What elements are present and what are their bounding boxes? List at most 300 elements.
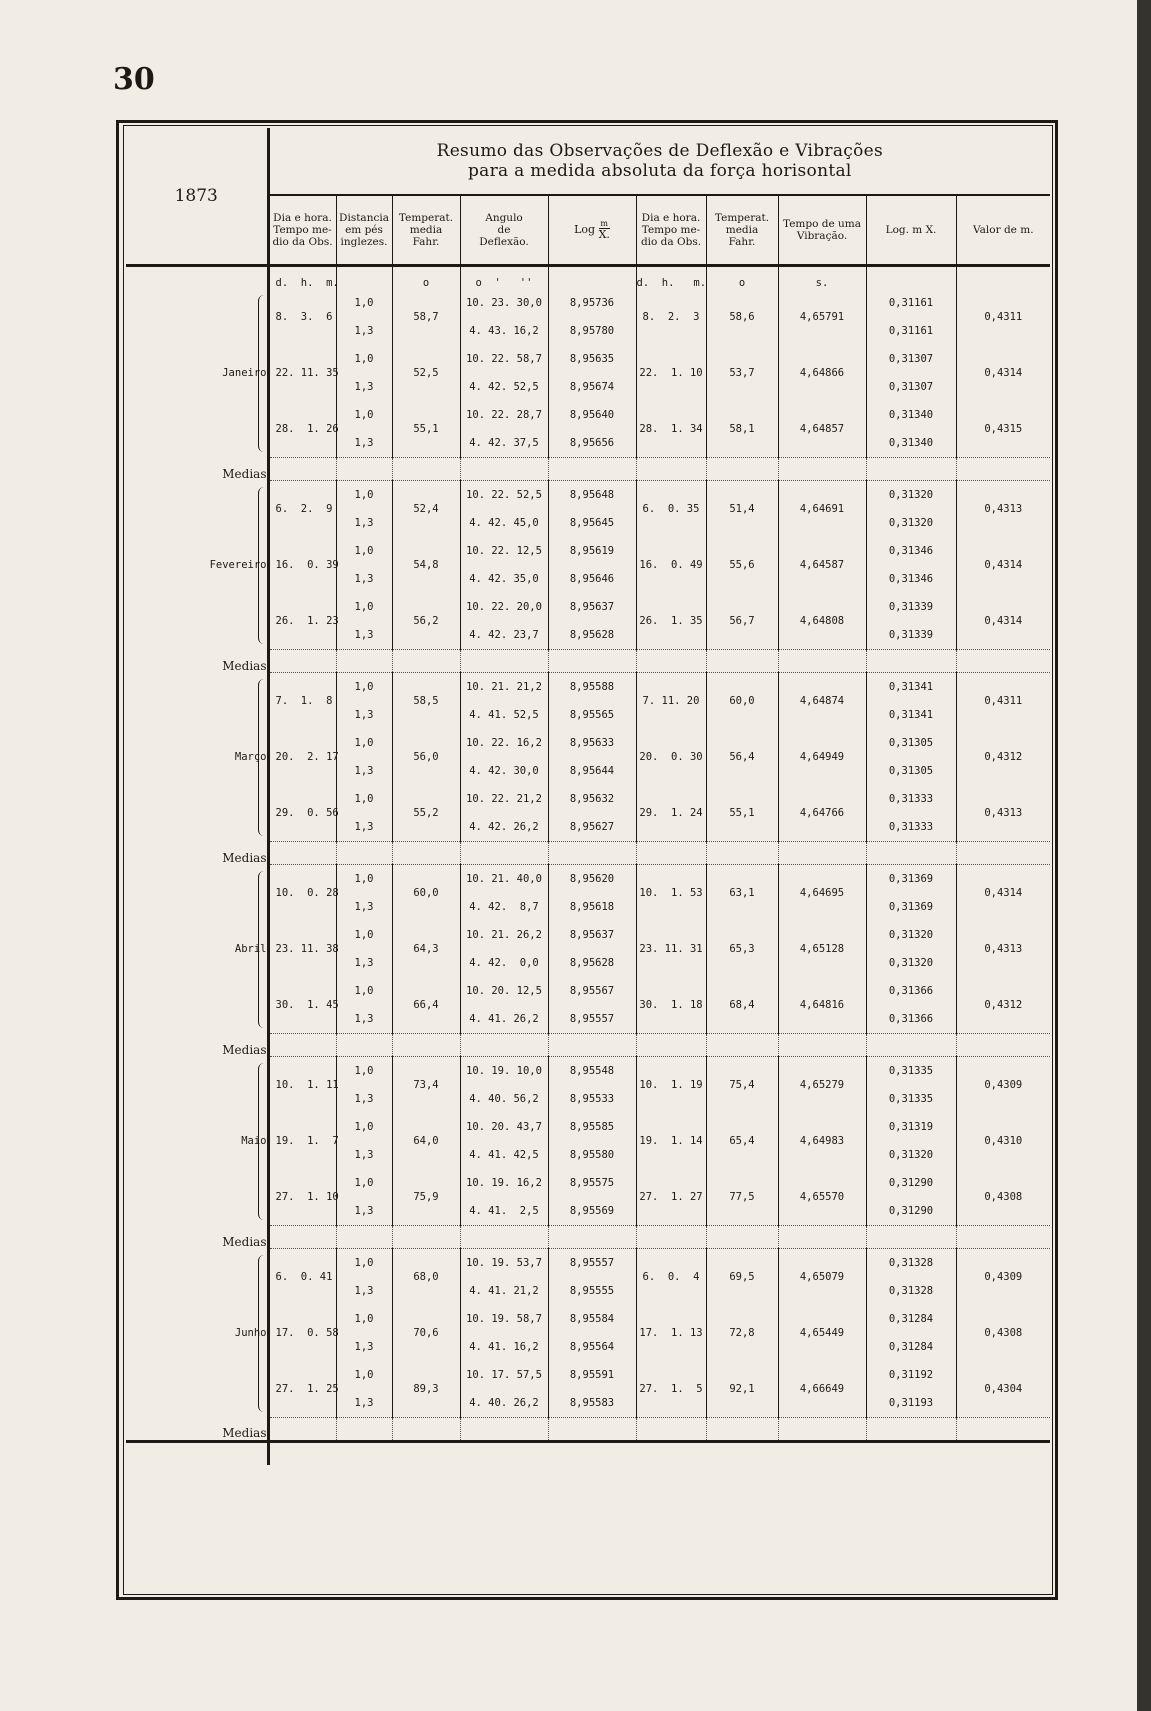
header-angulo-line-3: Deflexão. xyxy=(479,236,529,248)
log-m-x-value: 0,31193 xyxy=(866,1389,956,1418)
log-m-x-value: 0,31339 xyxy=(866,621,956,650)
month-label-abril xyxy=(126,865,268,1034)
header-log-mx xyxy=(866,195,956,266)
obs-angle: 4. 40. 26,2 xyxy=(460,1389,548,1418)
vib-period: 4,64695 xyxy=(778,865,866,922)
obs-date: 6. 0. 41 xyxy=(268,1249,336,1306)
medias-cell xyxy=(392,650,460,673)
obs-date: 26. 1. 23 xyxy=(268,593,336,650)
header-angulo xyxy=(460,195,548,266)
month-label-maio xyxy=(126,1057,268,1226)
medias-cell xyxy=(268,1418,336,1442)
medias-cell xyxy=(956,1226,1050,1249)
medias-cell xyxy=(866,1226,956,1249)
obs-angle: 4. 41. 42,5 xyxy=(460,1141,548,1169)
obs-angle: 10. 21. 21,2 xyxy=(460,673,548,702)
log-m-x-value: 0,31284 xyxy=(866,1333,956,1361)
obs-angle: 10. 19. 10,0 xyxy=(460,1057,548,1086)
obs-angle: 4. 41. 21,2 xyxy=(460,1277,548,1305)
vib-period: 4,64866 xyxy=(778,345,866,401)
obs-distance: 1,3 xyxy=(336,509,392,537)
medias-cell xyxy=(336,458,392,481)
medias-cell xyxy=(268,458,336,481)
log-m-x-value: 0,31307 xyxy=(866,373,956,401)
medias-row xyxy=(126,1034,1050,1057)
medias-cell xyxy=(956,650,1050,673)
obs-distance: 1,0 xyxy=(336,401,392,429)
table-row xyxy=(126,481,1050,510)
medias-label: Medias xyxy=(126,1034,268,1057)
obs-distance: 1,0 xyxy=(336,1169,392,1197)
header-log-mx-line-1: Log. m X. xyxy=(885,224,937,236)
obs-distance: 1,3 xyxy=(336,1005,392,1034)
log-m-x-value: 0,31333 xyxy=(866,813,956,842)
vib-period: 4,65791 xyxy=(778,289,866,345)
log-m-x-value: 0,31341 xyxy=(866,673,956,702)
obs-angle: 4. 42. 23,7 xyxy=(460,621,548,650)
log-m-x-value: 0,31161 xyxy=(866,289,956,317)
medias-cell xyxy=(778,650,866,673)
vib-period: 4,64874 xyxy=(778,673,866,730)
log-m-x-value: 0,31328 xyxy=(866,1277,956,1305)
obs-log-m-x: 8,95644 xyxy=(548,757,636,785)
obs-log-m-x: 8,95633 xyxy=(548,729,636,757)
medias-row xyxy=(126,458,1050,481)
units-log xyxy=(548,266,636,290)
log-m-x-value: 0,31335 xyxy=(866,1057,956,1086)
obs-temperature: 68,0 xyxy=(392,1249,460,1306)
vib-period: 4,65449 xyxy=(778,1305,866,1361)
medias-cell xyxy=(778,1226,866,1249)
medias-cell xyxy=(866,1034,956,1057)
header-temperat-2 xyxy=(706,195,778,266)
month-name: Fevereiro xyxy=(209,559,267,571)
obs-distance: 1,0 xyxy=(336,865,392,894)
valor-m: 0,4314 xyxy=(956,537,1050,593)
vib-temperature: 77,5 xyxy=(706,1169,778,1226)
medias-label: Medias xyxy=(126,1226,268,1249)
vib-date: 10. 1. 53 xyxy=(636,865,706,922)
vib-temperature: 65,4 xyxy=(706,1113,778,1169)
obs-log-m-x: 8,95533 xyxy=(548,1085,636,1113)
log-m-x-value: 0,31320 xyxy=(866,921,956,949)
medias-cell xyxy=(268,650,336,673)
obs-date: 30. 1. 45 xyxy=(268,977,336,1034)
vib-date: 19. 1. 14 xyxy=(636,1113,706,1169)
medias-cell xyxy=(636,1418,706,1442)
medias-cell xyxy=(548,458,636,481)
obs-distance: 1,0 xyxy=(336,1249,392,1278)
obs-temperature: 56,2 xyxy=(392,593,460,650)
medias-cell xyxy=(336,842,392,865)
header-tempo-vibracao xyxy=(778,195,866,266)
log-m-x-value: 0,31192 xyxy=(866,1361,956,1389)
vib-period: 4,64691 xyxy=(778,481,866,538)
obs-distance: 1,0 xyxy=(336,729,392,757)
medias-cell xyxy=(392,1226,460,1249)
medias-cell xyxy=(706,650,778,673)
units-dia-hora-2: d. h. m. xyxy=(636,266,706,290)
month-name: Abril xyxy=(234,943,267,955)
obs-date: 29. 0. 56 xyxy=(268,785,336,842)
obs-log-m-x: 8,95637 xyxy=(548,593,636,621)
obs-angle: 4. 42. 37,5 xyxy=(460,429,548,458)
obs-temperature: 60,0 xyxy=(392,865,460,922)
obs-angle: 10. 19. 53,7 xyxy=(460,1249,548,1278)
vib-temperature: 92,1 xyxy=(706,1361,778,1418)
table-title xyxy=(268,128,1050,195)
vib-date: 17. 1. 13 xyxy=(636,1305,706,1361)
vib-temperature: 65,3 xyxy=(706,921,778,977)
month-label-junho xyxy=(126,1249,268,1418)
obs-angle: 10. 22. 12,5 xyxy=(460,537,548,565)
header-distancia-line-2: em pés xyxy=(345,224,383,236)
obs-log-m-x: 8,95583 xyxy=(548,1389,636,1418)
obs-distance: 1,0 xyxy=(336,537,392,565)
vib-temperature: 60,0 xyxy=(706,673,778,730)
obs-distance: 1,3 xyxy=(336,893,392,921)
obs-log-m-x: 8,95619 xyxy=(548,537,636,565)
units-temperat-2: o xyxy=(706,266,778,290)
units-valor-m xyxy=(956,266,1050,290)
medias-cell xyxy=(636,842,706,865)
obs-distance: 1,3 xyxy=(336,701,392,729)
medias-cell xyxy=(460,650,548,673)
valor-m: 0,4313 xyxy=(956,785,1050,842)
year-label: 1873 xyxy=(126,128,268,266)
medias-cell xyxy=(548,650,636,673)
medias-cell xyxy=(778,842,866,865)
obs-distance: 1,0 xyxy=(336,977,392,1005)
header-dia-hora-1-line-2: Tempo me- xyxy=(273,224,332,236)
medias-row xyxy=(126,650,1050,673)
obs-distance: 1,3 xyxy=(336,1277,392,1305)
obs-temperature: 75,9 xyxy=(392,1169,460,1226)
medias-cell xyxy=(392,1034,460,1057)
obs-temperature: 56,0 xyxy=(392,729,460,785)
obs-angle: 4. 42. 8,7 xyxy=(460,893,548,921)
obs-distance: 1,3 xyxy=(336,621,392,650)
obs-distance: 1,3 xyxy=(336,1141,392,1169)
valor-m: 0,4314 xyxy=(956,593,1050,650)
medias-cell xyxy=(392,842,460,865)
vib-temperature: 69,5 xyxy=(706,1249,778,1306)
vib-temperature: 51,4 xyxy=(706,481,778,538)
vib-date: 22. 1. 10 xyxy=(636,345,706,401)
log-m-x-value: 0,31366 xyxy=(866,1005,956,1034)
medias-cell xyxy=(336,1034,392,1057)
obs-date: 16. 0. 39 xyxy=(268,537,336,593)
header-dia-hora-2-line-1: Dia e hora. xyxy=(641,212,701,224)
obs-log-m-x: 8,95567 xyxy=(548,977,636,1005)
log-m-x-value: 0,31290 xyxy=(866,1197,956,1226)
header-valor-m xyxy=(956,195,1050,266)
obs-date: 23. 11. 38 xyxy=(268,921,336,977)
obs-log-m-x: 8,95736 xyxy=(548,289,636,317)
valor-m: 0,4313 xyxy=(956,481,1050,538)
medias-cell xyxy=(460,458,548,481)
book-edge xyxy=(1137,0,1151,1711)
header-tempo-vibracao-line-2: Vibração. xyxy=(796,230,848,242)
obs-distance: 1,0 xyxy=(336,1305,392,1333)
header-angulo-line-1: Angulo xyxy=(485,212,523,224)
medias-cell xyxy=(866,458,956,481)
obs-angle: 4. 42. 45,0 xyxy=(460,509,548,537)
header-distancia xyxy=(336,195,392,266)
log-m-x-value: 0,31369 xyxy=(866,865,956,894)
header-temperat-1 xyxy=(392,195,460,266)
obs-temperature: 73,4 xyxy=(392,1057,460,1114)
obs-temperature: 58,5 xyxy=(392,673,460,730)
obs-log-m-x: 8,95555 xyxy=(548,1277,636,1305)
vib-period: 4,64808 xyxy=(778,593,866,650)
header-dia-hora-1-line-1: Dia e hora. xyxy=(273,212,332,224)
medias-label: Medias xyxy=(126,458,268,481)
obs-log-m-x: 8,95620 xyxy=(548,865,636,894)
obs-angle: 4. 41. 2,5 xyxy=(460,1197,548,1226)
vib-temperature: 75,4 xyxy=(706,1057,778,1114)
units-distancia xyxy=(336,266,392,290)
obs-date: 10. 0. 28 xyxy=(268,865,336,922)
header-temperat-1-line-2: media xyxy=(409,224,443,236)
valor-m: 0,4314 xyxy=(956,345,1050,401)
obs-temperature: 66,4 xyxy=(392,977,460,1034)
table-row xyxy=(126,1057,1050,1086)
month-name: Maio xyxy=(241,1135,267,1147)
obs-distance: 1,3 xyxy=(336,373,392,401)
obs-angle: 10. 22. 52,5 xyxy=(460,481,548,510)
obs-log-m-x: 8,95640 xyxy=(548,401,636,429)
header-dia-hora-2-line-3: dio da Obs. xyxy=(640,236,702,248)
units-dia-hora-1: d. h. m. xyxy=(268,266,336,290)
log-m-x-value: 0,31305 xyxy=(866,757,956,785)
valor-m: 0,4304 xyxy=(956,1361,1050,1418)
log-m-x-value: 0,31320 xyxy=(866,509,956,537)
month-brace xyxy=(258,295,265,452)
log-m-x-value: 0,31290 xyxy=(866,1169,956,1197)
medias-cell xyxy=(392,458,460,481)
vib-date: 20. 0. 30 xyxy=(636,729,706,785)
obs-log-m-x: 8,95588 xyxy=(548,673,636,702)
medias-cell xyxy=(460,1034,548,1057)
obs-angle: 10. 19. 58,7 xyxy=(460,1305,548,1333)
obs-temperature: 89,3 xyxy=(392,1361,460,1418)
table-row xyxy=(126,1249,1050,1278)
vib-date: 7. 11. 20 xyxy=(636,673,706,730)
obs-distance: 1,3 xyxy=(336,565,392,593)
obs-log-m-x: 8,95635 xyxy=(548,345,636,373)
obs-temperature: 54,8 xyxy=(392,537,460,593)
month-brace xyxy=(258,871,265,1028)
observations-table xyxy=(126,128,1050,1465)
obs-distance: 1,0 xyxy=(336,481,392,510)
medias-cell xyxy=(866,1418,956,1442)
valor-m: 0,4315 xyxy=(956,401,1050,458)
obs-temperature: 52,5 xyxy=(392,345,460,401)
obs-angle: 4. 41. 26,2 xyxy=(460,1005,548,1034)
medias-cell xyxy=(636,458,706,481)
medias-row xyxy=(126,1418,1050,1442)
vib-temperature: 58,6 xyxy=(706,289,778,345)
obs-temperature: 55,1 xyxy=(392,401,460,458)
obs-date: 27. 1. 10 xyxy=(268,1169,336,1226)
obs-angle: 10. 22. 20,0 xyxy=(460,593,548,621)
medias-cell xyxy=(706,1418,778,1442)
vib-date: 23. 11. 31 xyxy=(636,921,706,977)
bottom-rule xyxy=(268,1442,1050,1466)
medias-cell xyxy=(460,842,548,865)
header-temperat-2-line-1: Temperat. xyxy=(714,212,770,224)
obs-angle: 4. 43. 16,2 xyxy=(460,317,548,345)
log-m-x-value: 0,31369 xyxy=(866,893,956,921)
obs-log-m-x: 8,95637 xyxy=(548,921,636,949)
vib-period: 4,64766 xyxy=(778,785,866,842)
month-label-janeiro xyxy=(126,289,268,458)
obs-log-m-x: 8,95564 xyxy=(548,1333,636,1361)
vib-period: 4,64816 xyxy=(778,977,866,1034)
vib-date: 27. 1. 5 xyxy=(636,1361,706,1418)
valor-m: 0,4309 xyxy=(956,1249,1050,1306)
medias-cell xyxy=(956,1418,1050,1442)
obs-distance: 1,3 xyxy=(336,429,392,458)
log-fraction-den: X. xyxy=(598,228,610,241)
medias-label: Medias xyxy=(126,1418,268,1442)
obs-angle: 4. 41. 52,5 xyxy=(460,701,548,729)
valor-m: 0,4313 xyxy=(956,921,1050,977)
medias-cell xyxy=(778,458,866,481)
obs-distance: 1,3 xyxy=(336,757,392,785)
vib-period: 4,65570 xyxy=(778,1169,866,1226)
header-valor-m-line-1: Valor de m. xyxy=(973,224,1034,236)
vib-period: 4,65128 xyxy=(778,921,866,977)
title-line-1: Resumo das Observações de Deflexão e Vibrações xyxy=(436,141,883,161)
log-m-x-value: 0,31320 xyxy=(866,949,956,977)
month-brace xyxy=(258,679,265,836)
medias-cell xyxy=(636,1034,706,1057)
obs-distance: 1,0 xyxy=(336,785,392,813)
log-m-x-value: 0,31320 xyxy=(866,1141,956,1169)
valor-m: 0,4312 xyxy=(956,977,1050,1034)
units-stub xyxy=(126,266,268,290)
vib-period: 4,64857 xyxy=(778,401,866,458)
obs-temperature: 70,6 xyxy=(392,1305,460,1361)
obs-date: 7. 1. 8 xyxy=(268,673,336,730)
valor-m: 0,4312 xyxy=(956,729,1050,785)
obs-distance: 1,0 xyxy=(336,1361,392,1389)
obs-date: 17. 0. 58 xyxy=(268,1305,336,1361)
obs-log-m-x: 8,95628 xyxy=(548,621,636,650)
month-label-fevereiro xyxy=(126,481,268,650)
log-m-x-value: 0,31340 xyxy=(866,429,956,458)
valor-m: 0,4311 xyxy=(956,673,1050,730)
obs-temperature: 55,2 xyxy=(392,785,460,842)
obs-angle: 10. 19. 16,2 xyxy=(460,1169,548,1197)
vib-temperature: 56,7 xyxy=(706,593,778,650)
log-m-x-value: 0,31307 xyxy=(866,345,956,373)
vib-temperature: 63,1 xyxy=(706,865,778,922)
obs-log-m-x: 8,95648 xyxy=(548,481,636,510)
obs-date: 20. 2. 17 xyxy=(268,729,336,785)
log-symbol xyxy=(574,219,610,241)
obs-log-m-x: 8,95557 xyxy=(548,1249,636,1278)
vib-temperature: 55,6 xyxy=(706,537,778,593)
obs-log-m-x: 8,95646 xyxy=(548,565,636,593)
log-m-x-value: 0,31305 xyxy=(866,729,956,757)
medias-label: Medias xyxy=(126,842,268,865)
valor-m: 0,4308 xyxy=(956,1169,1050,1226)
log-m-x-value: 0,31333 xyxy=(866,785,956,813)
title-line-2: para a medida absoluta da força horisontal xyxy=(467,161,852,181)
month-name: Março xyxy=(234,751,267,763)
medias-cell xyxy=(548,1226,636,1249)
header-temperat-2-line-2: media xyxy=(725,224,759,236)
log-m-x-value: 0,31328 xyxy=(866,1249,956,1278)
medias-cell xyxy=(460,1418,548,1442)
medias-label: Medias xyxy=(126,650,268,673)
obs-angle: 10. 22. 28,7 xyxy=(460,401,548,429)
header-dia-hora-2-line-2: Tempo me- xyxy=(641,224,701,236)
vib-temperature: 58,1 xyxy=(706,401,778,458)
obs-log-m-x: 8,95628 xyxy=(548,949,636,977)
page-number: 30 xyxy=(113,62,155,97)
obs-log-m-x: 8,95591 xyxy=(548,1361,636,1389)
obs-log-m-x: 8,95548 xyxy=(548,1057,636,1086)
log-fraction-num: m xyxy=(600,219,609,228)
obs-temperature: 64,3 xyxy=(392,921,460,977)
obs-angle: 10. 21. 26,2 xyxy=(460,921,548,949)
medias-row xyxy=(126,1226,1050,1249)
obs-distance: 1,3 xyxy=(336,1197,392,1226)
vib-date: 30. 1. 18 xyxy=(636,977,706,1034)
vib-period: 4,64983 xyxy=(778,1113,866,1169)
log-text: Log xyxy=(574,223,599,236)
medias-cell xyxy=(636,650,706,673)
obs-distance: 1,0 xyxy=(336,289,392,317)
obs-date: 8. 3. 6 xyxy=(268,289,336,345)
log-m-x-value: 0,31335 xyxy=(866,1085,956,1113)
obs-distance: 1,3 xyxy=(336,317,392,345)
header-temperat-1-line-1: Temperat. xyxy=(398,212,454,224)
medias-cell xyxy=(706,1034,778,1057)
obs-angle: 4. 41. 16,2 xyxy=(460,1333,548,1361)
valor-m: 0,4311 xyxy=(956,289,1050,345)
obs-distance: 1,0 xyxy=(336,593,392,621)
medias-cell xyxy=(268,842,336,865)
bottom-rule-stub xyxy=(126,1442,268,1466)
obs-angle: 4. 42. 0,0 xyxy=(460,949,548,977)
log-m-x-value: 0,31340 xyxy=(866,401,956,429)
obs-angle: 10. 22. 21,2 xyxy=(460,785,548,813)
header-dia-hora-1 xyxy=(268,195,336,266)
vib-period: 4,65079 xyxy=(778,1249,866,1306)
units-log-mx xyxy=(866,266,956,290)
vib-period: 4,64587 xyxy=(778,537,866,593)
vib-date: 28. 1. 34 xyxy=(636,401,706,458)
obs-temperature: 58,7 xyxy=(392,289,460,345)
obs-distance: 1,0 xyxy=(336,1057,392,1086)
header-distancia-line-3: inglezes. xyxy=(340,236,388,248)
obs-date: 22. 11. 35 xyxy=(268,345,336,401)
obs-angle: 10. 23. 30,0 xyxy=(460,289,548,317)
obs-distance: 1,3 xyxy=(336,1085,392,1113)
vib-temperature: 72,8 xyxy=(706,1305,778,1361)
obs-date: 6. 2. 9 xyxy=(268,481,336,538)
obs-angle: 10. 22. 58,7 xyxy=(460,345,548,373)
obs-log-m-x: 8,95557 xyxy=(548,1005,636,1034)
header-distancia-line-1: Distancia xyxy=(339,212,389,224)
vib-date: 6. 0. 35 xyxy=(636,481,706,538)
obs-distance: 1,0 xyxy=(336,921,392,949)
